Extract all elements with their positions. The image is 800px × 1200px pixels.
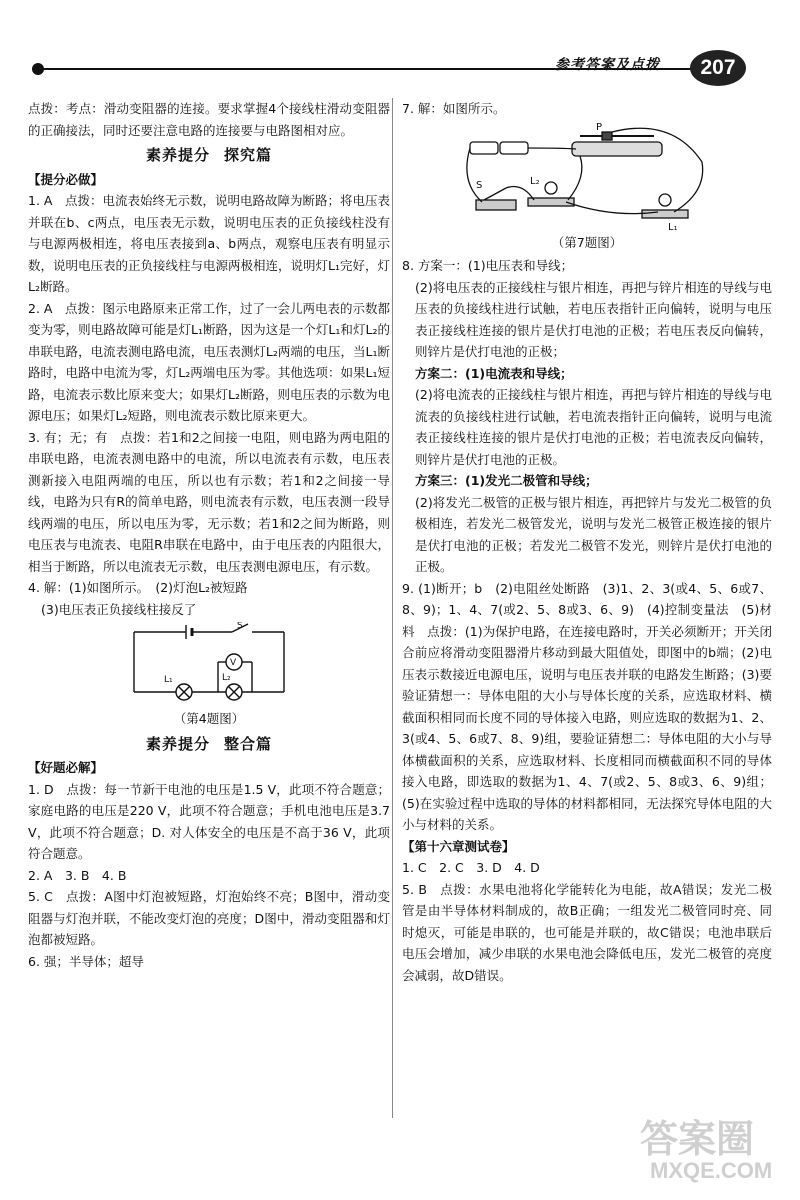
- practice-5: 5. C 点拨：A图中灯泡被短路，灯泡始终不亮；B图中，滑动变阻器与灯泡并联，不能改变灯泡的亮度；D图中，滑动变阻器和灯泡都被短路。: [28, 889, 390, 947]
- answer-8-plan3-head: 方案三：(1)发光二极管和导线；: [415, 473, 598, 488]
- practice-6: 6. 强；半导体；超导: [28, 953, 144, 969]
- test-1-4: 1. C 2. C 3. D 4. D: [402, 860, 540, 875]
- answer-8-plan3: (2)将发光二极管的正极与银片相连，再把锌片与发光二极管的负极相连，若发光二极管发光，说明与发光二极管正极连接的银片是伏打电池的正极；若发光二极管不发光，则锌片是伏打电池的正极。: [415, 494, 772, 574]
- answer-8-head: 8. 方案一：(1)电压表和导线；: [402, 258, 574, 273]
- figure-4-caption: （第4题图）: [173, 711, 245, 726]
- page-number-badge: 207: [690, 50, 746, 86]
- watermark-url: MXQE.COM: [650, 1158, 773, 1183]
- answer-3: 3. 有；无；有 点拨：若1和2之间接一电阻，则电路为两电阻的串联电路，电流表测电路中的电流，所以电流表有示数，电压表测新接入电阻两端的电压，所以也有示数；若1和2之间接一导线，电路为只有R的简单电路，则电流表有示数，电压表测一段导线两端的电压，所以电压为零，无示数；若1和2之间为断路，则电压表与电流表、电阻R串联在电路中，由于电压表的内阻很大，相当于断路，所以电流表无示数，电压表测电源电压，有示数。: [28, 429, 390, 574]
- subsection-title: 【第十六章测试卷】: [402, 838, 515, 854]
- column-divider: [392, 98, 393, 1118]
- answer-7: 7. 解：如图所示。: [402, 101, 506, 116]
- lamp2-label: L₂: [222, 673, 231, 683]
- voltmeter-label: V: [230, 658, 237, 668]
- subsection-title: 【好题必解】: [28, 760, 104, 775]
- answer-4a: 4. 解：(1)如图所示。 (2)灯泡L₂被短路: [28, 580, 248, 595]
- section-title-explore: 素养提分 探究篇: [145, 146, 273, 164]
- slider-label: P: [596, 121, 603, 133]
- circuit-figure-4: [124, 622, 294, 708]
- answer-8-plan2-head: 方案二：(1)电流表和导线；: [415, 365, 573, 381]
- switch-label: S: [476, 179, 483, 191]
- answer-1: 1. A 点拨：电流表始终无示数，说明电路故障为断路；将电压表并联在b、c两点，电压表无示数，说明电压表的正负接线柱没有与电源两极相连，将电压表接到a、b两点，观察电压表有明显示数，说明电压表的正负接线柱与电源两极相连，说明灯L₁完好，灯L₂断路。: [28, 193, 390, 294]
- answer-9: 9. (1)断开；b (2)电阻丝处断路 (3)1、2、3(或4、5、6或7、8、9)；1、4、7(或2、5、8或3、6、9) (4)控制变量法 (5)材料 点拨：(1)为保护电路，在连接电路时，开关必须断开；开关闭合前应将滑动变阻器滑片移动到最大阻值处，即图中的b端；(2)电压表示数接近电源电压，说明与电压表并联的电路发生断路；(3)要验证猜想一：导体电阻的大小与导体长度的关系，应选取材料、横截面积相同而长度不同的导体接入电路，则应选取的数据为1、2、3(或4、5、6或7、8、9)组，要验证猜想二：导体电阻的大小与导体横截面积的关系，应选取材料、长度相同而横截面积不同的导体接入电路，即选取的数据为1、4、7(或2、5、8或3、6、9)组；(5)在实验过程中选取的导体的材料都相同，无法探究导体电阻的大小与材料的关系。: [402, 580, 772, 832]
- header-title: 参考答案及点拨: [555, 57, 660, 73]
- watermark-logo: 答案圈: [640, 1117, 755, 1161]
- subsection-title: 【提分必做】: [28, 171, 104, 187]
- right-column: [402, 98, 772, 986]
- circuit-figure-7: [462, 122, 712, 232]
- intro-paragraph: 点拨：考点：滑动变阻器的连接。要求掌握4个接线柱滑动变阻器的正确接法，同时还要注意电路的连接要与电路图相对应。: [28, 101, 390, 138]
- answer-8-plan2: (2)将电流表的正接线柱与银片相连，再把与锌片相连的导线与电流表的负接线柱进行试触，若电流表指针正向偏转，说明与电流表正接线柱连接的银片是伏打电池的正极；若电流表反向偏转，则锌片是伏打电池的正极。: [415, 387, 772, 467]
- switch-label: S: [237, 622, 243, 631]
- figure-7-caption: （第7题图）: [551, 234, 623, 250]
- left-column: [28, 98, 390, 972]
- answer-2: 2. A 点拨：图示电路原来正常工作，过了一会儿两电表的示数都变为零，则电路故障可能是灯L₁断路，因为这是一个灯L₁和灯L₂的串联电路，电流表测电路电流，电压表测灯L₂两端的电压，当L₁断路时，电路中电流为零，灯L₂两端电压为零。其他选项：如果L₁短路，电流表示数比原来变大；如果灯L₂断路，则电压表的示数为电源电压；如果灯L₂短路，则电流表示数比原来更大。: [28, 300, 390, 423]
- section-title-integrate: 素养提分 整合篇: [145, 734, 273, 753]
- practice-2-4: 2. A 3. B 4. B: [28, 867, 127, 883]
- practice-1: 1. D 点拨：每一节新干电池的电压是1.5 V，此项不符合题意；家庭电路的电压是220 V，此项不符合题意；手机电池电压是3.7 V，此项不符合题意；D. 对人体安全的电压是不高于36 V，此项符合题意。: [28, 781, 390, 861]
- test-5: 5. B 点拨：水果电池将化学能转化为电能，故A错误；发光二极管是由半导体材料制成的，故B正确；一组发光二极管同时亮、同时熄灭，可能是串联的，也可能是并联的，故C错误；电池串联后电压会增加，减少串联的水果电池会降低电压，发光二极管的亮度会减弱，故D错误。: [402, 881, 772, 983]
- answer-8-plan1: (2)将电压表的正接线柱与银片相连，再把与锌片相连的导线与电压表的负接线柱进行试触，若电压表指针正向偏转，说明与电压表正接线柱连接的银片是伏打电池的正极；若电压表反向偏转，则锌片是伏打电池的正极；: [415, 279, 772, 359]
- lamp2-label: L₂: [530, 175, 540, 187]
- answer-4b: (3)电压表正负接线柱接反了: [41, 601, 197, 617]
- lamp1-label: L₁: [164, 675, 173, 685]
- lamp1-label: L₁: [668, 221, 678, 232]
